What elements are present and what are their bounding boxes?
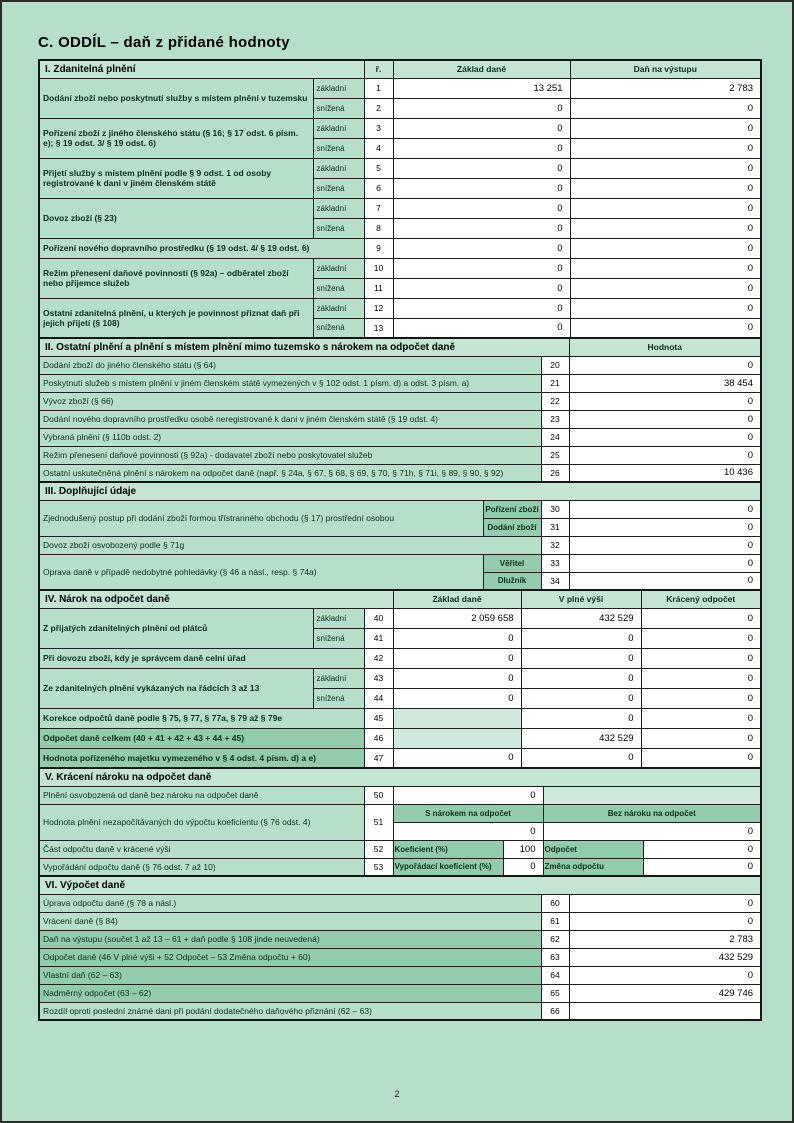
full-deduction-value: 0 — [521, 708, 641, 728]
table-row — [39, 158, 761, 178]
row-number: 31 — [541, 518, 569, 536]
column-header-row-number: ř. — [364, 60, 393, 78]
table-row — [39, 858, 761, 876]
row-label: Odpočet daně celkem (40 + 41 + 42 + 43 + 44 + 45) — [39, 728, 364, 748]
rate-label: snížená — [313, 688, 364, 708]
row-label: Vypořádání odpočtu daně (§ 76 odst. 7 až 10) — [39, 858, 364, 876]
row-number: 9 — [364, 238, 393, 258]
row-number: 30 — [541, 500, 569, 518]
value-cell: 0 — [569, 894, 761, 912]
row-number: 23 — [541, 410, 569, 428]
column-header-tax-base: Základ daně — [393, 60, 570, 78]
column-header-without-deduction: Bez nároku na odpočet — [543, 804, 761, 822]
section-v-table — [38, 767, 762, 877]
row-number: 63 — [541, 948, 569, 966]
table-row — [39, 966, 761, 984]
blank-cell — [543, 786, 761, 804]
table-row — [39, 708, 761, 728]
section-i-title: I. Zdanitelná plnění — [39, 60, 364, 78]
sub-label: Dlužník — [483, 572, 541, 590]
section-vi-title: VI. Výpočet daně — [39, 876, 761, 894]
table-row — [39, 948, 761, 966]
output-tax-value: 0 — [570, 178, 761, 198]
column-header-reduced-deduction: Krácený odpočet — [641, 590, 761, 608]
sub-label: Vypořádací koeficient (%) — [393, 858, 503, 876]
table-row — [39, 238, 761, 258]
row-label: Při dovozu zboží, kdy je správcem daně celní úřad — [39, 648, 364, 668]
table-row — [39, 984, 761, 1002]
row-label: Daň na výstupu (součet 1 až 13 – 61 + daň podle § 108 jinde neuvedená) — [39, 930, 541, 948]
rate-label: základní — [313, 298, 364, 318]
tax-base-value: 0 — [393, 258, 570, 278]
column-header-with-deduction: S nárokem na odpočet — [393, 804, 543, 822]
table-row — [39, 840, 761, 858]
row-number: 53 — [364, 858, 393, 876]
row-label: Dodání zboží do jiného členského státu (§ 64) — [39, 356, 541, 374]
value-cell: 0 — [569, 392, 761, 410]
sub-label: Odpočet — [543, 840, 643, 858]
output-tax-value: 0 — [570, 98, 761, 118]
row-number: 21 — [541, 374, 569, 392]
table-row — [39, 258, 761, 278]
tax-base-value: 0 — [393, 238, 570, 258]
row-number: 25 — [541, 446, 569, 464]
output-tax-value: 0 — [570, 318, 761, 338]
output-tax-value: 0 — [570, 238, 761, 258]
row-number: 2 — [364, 98, 393, 118]
table-row — [39, 482, 761, 500]
coefficient-value: 100 — [503, 840, 543, 858]
section-iii-title: III. Doplňující údaje — [39, 482, 761, 500]
row-label: Vlastní daň (62 – 63) — [39, 966, 541, 984]
row-number: 6 — [364, 178, 393, 198]
sub-label: Změna odpočtu — [543, 858, 643, 876]
row-label: Z přijatých zdanitelných plnění od plátců — [39, 608, 313, 648]
row-label: Dodání nového dopravního prostředku osobě neregistrované k dani v jiném členském státě (§ 19 odst. 4) — [39, 410, 541, 428]
table-row — [39, 554, 761, 572]
table-row — [39, 590, 761, 608]
table-row — [39, 374, 761, 392]
row-number: 22 — [541, 392, 569, 410]
table-row — [39, 728, 761, 748]
row-label: Rozdíl oproti poslední známé dani při podání dodatečného daňového přiznání (62 – 63) — [39, 1002, 541, 1020]
row-label: Režim přenesení daňové povinnosti (§ 92a) – odběratel zboží nebo příjemce služeb — [39, 258, 313, 298]
value-cell: 0 — [569, 912, 761, 930]
row-number: 42 — [364, 648, 393, 668]
output-tax-value: 0 — [570, 218, 761, 238]
rate-label: snížená — [313, 98, 364, 118]
tax-base-value: 0 — [393, 178, 570, 198]
full-deduction-value: 432 529 — [521, 608, 641, 628]
sub-label: Koeficient (%) — [393, 840, 503, 858]
output-tax-value: 0 — [570, 198, 761, 218]
full-deduction-value: 0 — [521, 628, 641, 648]
reduced-deduction-value: 0 — [641, 648, 761, 668]
table-row — [39, 768, 761, 786]
row-number: 60 — [541, 894, 569, 912]
row-number: 64 — [541, 966, 569, 984]
value-cell: 0 — [569, 966, 761, 984]
row-number: 45 — [364, 708, 393, 728]
row-label: Zjednodušený postup při dodání zboží formou třístranného obchodu (§ 17) prostřední osobou — [39, 500, 483, 536]
row-number: 4 — [364, 138, 393, 158]
tax-base-value: 0 — [393, 118, 570, 138]
row-number: 1 — [364, 78, 393, 98]
row-number: 66 — [541, 1002, 569, 1020]
tax-base-value: 13 251 — [393, 78, 570, 98]
value-cell: 0 — [569, 356, 761, 374]
row-label: Oprava daně v případě nedobytné pohledávky (§ 46 a násl., resp. § 74a) — [39, 554, 483, 590]
row-number: 41 — [364, 628, 393, 648]
output-tax-value: 0 — [570, 138, 761, 158]
table-row — [39, 118, 761, 138]
row-number: 3 — [364, 118, 393, 138]
value-cell: 2 783 — [569, 930, 761, 948]
value-cell — [569, 1002, 761, 1020]
row-label: Hodnota pořízeného majetku vymezeného v § 4 odst. 4 písm. d) a e) — [39, 748, 364, 768]
sub-label: Dodání zboží — [483, 518, 541, 536]
tax-base-value: 2 059 658 — [393, 608, 521, 628]
row-label: Ostatní zdanitelná plnění, u kterých je povinnost přiznat daň při jejich přijetí (§ 108) — [39, 298, 313, 338]
table-row — [39, 786, 761, 804]
tax-base-value: 0 — [393, 198, 570, 218]
row-label: Část odpočtu daně v krácené výši — [39, 840, 364, 858]
output-tax-value: 0 — [570, 118, 761, 138]
table-row — [39, 198, 761, 218]
tax-base-value: 0 — [393, 98, 570, 118]
table-row — [39, 804, 761, 822]
deduction-change-value: 0 — [643, 858, 761, 876]
value-cell: 0 — [569, 572, 761, 590]
row-label: Dovoz zboží (§ 23) — [39, 198, 313, 238]
reduced-deduction-value: 0 — [641, 728, 761, 748]
section-iv-table — [38, 589, 762, 769]
table-row — [39, 668, 761, 688]
tax-base-value: 0 — [393, 298, 570, 318]
section-ii-table — [38, 337, 762, 483]
tax-base-value: 0 — [393, 278, 570, 298]
column-header-value: Hodnota — [569, 338, 761, 356]
row-label: Dovoz zboží osvobozený podle § 71g — [39, 536, 541, 554]
row-label: Vybraná plnění (§ 110b odst. 2) — [39, 428, 541, 446]
row-label: Plnění osvobozená od daně bez nároku na odpočet daně — [39, 786, 364, 804]
row-number: 12 — [364, 298, 393, 318]
column-header-output-tax: Daň na výstupu — [570, 60, 761, 78]
table-row — [39, 500, 761, 518]
table-row — [39, 876, 761, 894]
rate-label: základní — [313, 78, 364, 98]
row-label: Pořízení nového dopravního prostředku (§ 19 odst. 4/ § 19 odst. 6) — [39, 238, 364, 258]
settlement-coefficient-value: 0 — [503, 858, 543, 876]
table-row — [39, 1002, 761, 1020]
table-row — [39, 536, 761, 554]
table-row — [39, 60, 761, 78]
sub-label: Věřitel — [483, 554, 541, 572]
rate-label: základní — [313, 158, 364, 178]
value-cell: 432 529 — [569, 948, 761, 966]
row-label: Vývoz zboží (§ 66) — [39, 392, 541, 410]
page-number: 2 — [394, 1089, 400, 1099]
value-cell: 0 — [569, 446, 761, 464]
rate-label: základní — [313, 258, 364, 278]
table-row — [39, 930, 761, 948]
rate-label: snížená — [313, 178, 364, 198]
row-label: Nadměrný odpočet (63 – 62) — [39, 984, 541, 1002]
section-iv-title: IV. Nárok na odpočet daně — [39, 590, 393, 608]
full-deduction-value: 0 — [521, 688, 641, 708]
row-number: 8 — [364, 218, 393, 238]
value-cell: 0 — [569, 500, 761, 518]
reduced-deduction-value: 0 — [641, 708, 761, 728]
row-label: Přijetí služby s místem plnění podle § 9 odst. 1 od osoby registrované k dani v jiném členském státě — [39, 158, 313, 198]
table-row — [39, 78, 761, 98]
row-number: 34 — [541, 572, 569, 590]
reduced-deduction-value: 0 — [641, 668, 761, 688]
tax-base-value: 0 — [393, 688, 521, 708]
table-row — [39, 356, 761, 374]
value-cell: 10 436 — [569, 464, 761, 482]
row-number: 40 — [364, 608, 393, 628]
full-deduction-value: 0 — [521, 748, 641, 768]
table-row — [39, 894, 761, 912]
value-cell: 38 454 — [569, 374, 761, 392]
row-number: 11 — [364, 278, 393, 298]
value-cell: 0 — [393, 786, 543, 804]
row-number: 50 — [364, 786, 393, 804]
section-i-table — [38, 59, 762, 339]
tax-base-value: 0 — [393, 158, 570, 178]
table-row — [39, 298, 761, 318]
value-cell: 0 — [569, 554, 761, 572]
output-tax-value: 0 — [570, 278, 761, 298]
table-row — [39, 464, 761, 482]
row-label: Ze zdanitelných plnění vykázaných na řádcích 3 až 13 — [39, 668, 313, 708]
reduced-deduction-value: 0 — [641, 628, 761, 648]
row-label: Hodnota plnění nezapočítávaných do výpočtu koeficientu (§ 76 odst. 4) — [39, 804, 364, 840]
row-number: 26 — [541, 464, 569, 482]
section-iii-table — [38, 481, 762, 591]
output-tax-value: 0 — [570, 158, 761, 178]
column-header-tax-base: Základ daně — [393, 590, 521, 608]
row-number: 10 — [364, 258, 393, 278]
tax-base-value: 0 — [393, 748, 521, 768]
value-cell: 429 746 — [569, 984, 761, 1002]
rate-label: základní — [313, 198, 364, 218]
row-number: 65 — [541, 984, 569, 1002]
row-number: 61 — [541, 912, 569, 930]
row-number: 52 — [364, 840, 393, 858]
value-cell: 0 — [569, 518, 761, 536]
section-ii-title: II. Ostatní plnění a plnění s místem plnění mimo tuzemsko s nárokem na odpočet daně — [39, 338, 569, 356]
row-number: 62 — [541, 930, 569, 948]
rate-label: snížená — [313, 278, 364, 298]
tax-base-value: 0 — [393, 138, 570, 158]
row-number: 51 — [364, 804, 393, 840]
row-number: 13 — [364, 318, 393, 338]
section-v-title: V. Krácení nároku na odpočet daně — [39, 768, 761, 786]
value-cell: 0 — [569, 428, 761, 446]
table-row — [39, 912, 761, 930]
row-number: 7 — [364, 198, 393, 218]
row-number: 44 — [364, 688, 393, 708]
sub-label: Pořízení zboží — [483, 500, 541, 518]
full-deduction-value: 0 — [521, 668, 641, 688]
full-deduction-value: 0 — [521, 648, 641, 668]
table-row — [39, 608, 761, 628]
row-number: 33 — [541, 554, 569, 572]
section-vi-table — [38, 875, 762, 1021]
rate-label: snížená — [313, 138, 364, 158]
full-deduction-value: 432 529 — [521, 728, 641, 748]
row-number: 43 — [364, 668, 393, 688]
row-label: Poskytnutí služeb s místem plnění v jiném členském státě vymezených v § 102 odst. 1 písm. d) a odst. 3 písm. a) — [39, 374, 541, 392]
rate-label: snížená — [313, 318, 364, 338]
rate-label: snížená — [313, 628, 364, 648]
reduced-deduction-value: 0 — [641, 688, 761, 708]
table-row — [39, 748, 761, 768]
reduced-deduction-value: 0 — [641, 608, 761, 628]
rate-label: základní — [313, 118, 364, 138]
rate-label: snížená — [313, 218, 364, 238]
reduced-deduction-value: 0 — [641, 748, 761, 768]
row-label: Dodání zboží nebo poskytnutí služby s místem plnění v tuzemsku — [39, 78, 313, 118]
page-title: C. ODDÍL – daň z přidané hodnoty — [38, 34, 290, 51]
row-number: 24 — [541, 428, 569, 446]
rate-label: základní — [313, 608, 364, 628]
tax-base-value: 0 — [393, 218, 570, 238]
row-label: Úprava odpočtu daně (§ 78 a násl.) — [39, 894, 541, 912]
output-tax-value: 2 783 — [570, 78, 761, 98]
tax-base-value: 0 — [393, 628, 521, 648]
row-label: Vrácení daně (§ 84) — [39, 912, 541, 930]
row-label: Odpočet daně (46 V plné výši + 52 Odpočet – 53 Změna odpočtu + 60) — [39, 948, 541, 966]
value-with-deduction: 0 — [393, 822, 543, 840]
column-header-full-deduction: V plné výši — [521, 590, 641, 608]
output-tax-value: 0 — [570, 258, 761, 278]
row-number: 47 — [364, 748, 393, 768]
value-cell: 0 — [569, 536, 761, 554]
value-without-deduction: 0 — [543, 822, 761, 840]
table-row — [39, 392, 761, 410]
row-label: Režim přenesení daňové povinnosti (§ 92a) - dodavatel zboží nebo poskytovatel služeb — [39, 446, 541, 464]
row-number: 20 — [541, 356, 569, 374]
row-label: Pořízení zboží z jiného členského státu (§ 16; § 17 odst. 6 písm. e); § 19 odst. 3/ § 19 odst. 6) — [39, 118, 313, 158]
table-row — [39, 338, 761, 356]
row-number: 32 — [541, 536, 569, 554]
table-row — [39, 446, 761, 464]
rate-label: základní — [313, 668, 364, 688]
row-label: Ostatní uskutečněná plnění s nárokem na odpočet daně (např. § 24a, § 67, § 68, § 69, § 70, § 71h, § 71i, § 89, § 90, § 92) — [39, 464, 541, 482]
row-label: Korekce odpočtů daně podle § 75, § 77, § 77a, § 79 až § 79e — [39, 708, 364, 728]
blank-cell — [393, 708, 521, 728]
tax-base-value: 0 — [393, 648, 521, 668]
table-row — [39, 410, 761, 428]
table-row — [39, 648, 761, 668]
tax-base-value: 0 — [393, 318, 570, 338]
tax-base-value: 0 — [393, 668, 521, 688]
table-row — [39, 428, 761, 446]
row-number: 46 — [364, 728, 393, 748]
output-tax-value: 0 — [570, 298, 761, 318]
deduction-value: 0 — [643, 840, 761, 858]
blank-cell — [393, 728, 521, 748]
value-cell: 0 — [569, 410, 761, 428]
row-number: 5 — [364, 158, 393, 178]
